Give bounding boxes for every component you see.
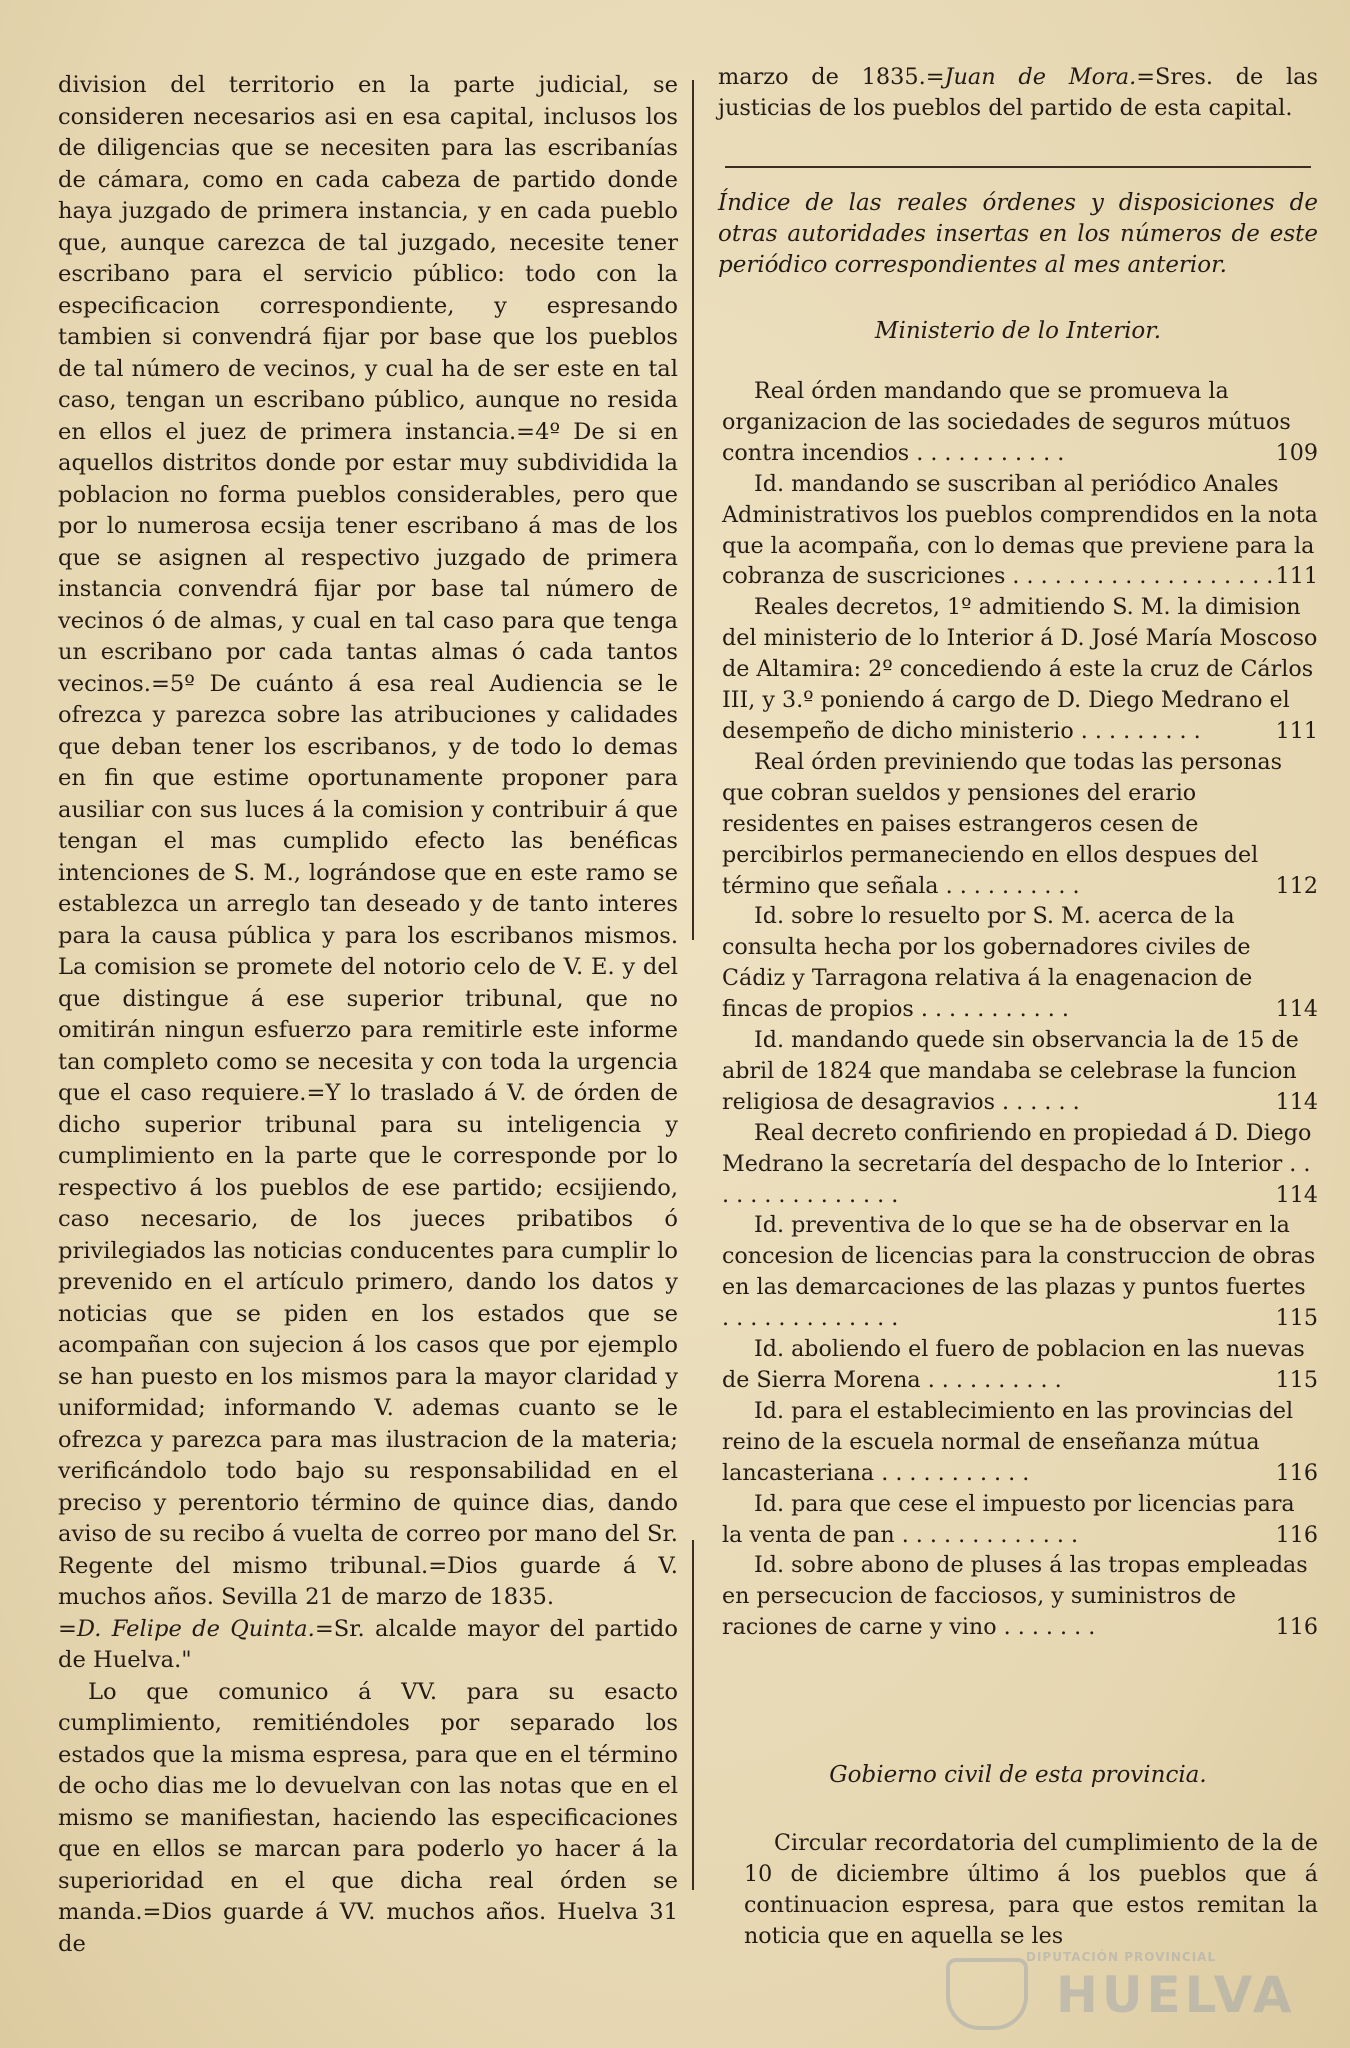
index-entry: Id. para el establecimiento en las provincias del reino de la escuela normal de enseñanza mútua lancasteriana . . . . . . . . . . . 116 — [722, 1396, 1318, 1489]
stamp-line-1: DIPUTACIÓN PROVINCIAL — [1026, 1950, 1217, 1964]
left-column — [58, 70, 678, 1960]
index-entry: Reales decretos, 1º admitiendo S. M. la dimision del ministerio de lo Interior á D. José María Moscoso de Altamira: 2º concediendo á este la cruz de Cárlos III, y 3.º poniendo á cargo de D. Diego Medrano el desempeño de dicho ministerio . . . . . . . . . 111 — [722, 592, 1318, 747]
continuation-signoff: =Juan de Mora. — [925, 64, 1137, 90]
section-heading-interior: Ministerio de lo Interior. — [874, 318, 1162, 344]
signoff-recipient: =Sr. alcalde mayor del partido de Huelva." — [58, 1615, 678, 1673]
page-ref: 109 — [1275, 439, 1318, 466]
index-entry: Real decreto confiriendo en propiedad á D. Diego Medrano la secretaría del despacho de lo Interior . . . . . . . . . . . . . . . 114 — [722, 1118, 1318, 1211]
signoff-name: =D. Felipe de Quinta. — [58, 1615, 315, 1642]
column-rule-bottom — [692, 1540, 694, 1890]
page-ref: 115 — [1275, 1367, 1318, 1393]
index-entries — [722, 376, 1318, 1643]
index-entry: Real órden previniendo que todas las personas que cobran sueldos y pensiones del erario residentes en paises estrangeros cesen de percibirlos permaneciendo en ellos despues del término que señala . . . . . . . . . . 112 — [722, 747, 1318, 902]
index-entry: Id. mandando se suscriban al periódico Anales Administrativos los pueblos comprendidos en la nota que la acompaña, con lo demas que previene para la cobranza de suscriciones . . . . . . . . . . . . . . . . . . . 111 — [722, 469, 1318, 593]
page-ref: 114 — [1275, 1181, 1318, 1208]
right-column-continuation — [718, 62, 1318, 124]
section-divider — [725, 166, 1311, 168]
page-ref: 114 — [1275, 1088, 1318, 1115]
index-entry: Id. para que cese el impuesto por licencias para la venta de pan . . . . . . . . . . . . . 116 — [722, 1489, 1318, 1551]
index-entry: Real órden mandando que se promueva la organizacion de las sociedades de seguros mútuos contra incendios . . . . . . . . . . . 109 — [722, 376, 1318, 469]
index-title: Índice de las reales órdenes y disposiciones de otras autoridades insertas en los números de este periódico correspondientes al mes anterior. — [718, 190, 1318, 278]
final-entry: Circular recordatoria del cumplimiento de la de 10 de diciembre último á los pueblos que á continuacion espresa, para que estos remitan la noticia que en aquella se les — [744, 1830, 1318, 1949]
page-ref: 116 — [1275, 1459, 1318, 1486]
index-entry: Id. mandando quede sin observancia la de 15 de abril de 1824 que mandaba se celebrase la funcion religiosa de desagravios . . . . . . 114 — [722, 1025, 1318, 1118]
index-entry: Id. aboliendo el fuero de poblacion en las nuevas de Sierra Morena . . . . . . . . . . 115 — [722, 1334, 1318, 1396]
column-rule-top — [692, 80, 694, 940]
index-entry: Id. sobre abono de pluses á las tropas empleadas en persecucion de facciosos, y suministros de raciones de carne y vino . . . . . . . 116 — [722, 1550, 1318, 1643]
page-ref: 114 — [1275, 996, 1318, 1023]
index-entry: Id. sobre lo resuelto por S. M. acerca de la consulta hecha por los gobernadores civiles de Cádiz y Tarragona relativa á la enagenacion de fincas de propios . . . . . . . . . . . 114 — [722, 901, 1318, 1025]
page-ref: 116 — [1275, 1521, 1318, 1548]
continuation-text — [718, 62, 1318, 124]
continuation-recipient: =Sres. de las justicias de los pueblos del partido de esta capital. — [718, 64, 1318, 121]
page-ref: 111 — [1275, 563, 1318, 590]
page-ref: 112 — [1275, 872, 1318, 899]
closing-paragraph: Lo que comunico á VV. para su esacto cumplimiento, remitiéndoles por separado los estados que la misma espresa, para que en el término de ocho dias me lo devuelvan con las notas que en el mismo se manifiestan, haciendo las especificaciones que en ellos se marcan para poderlo yo hacer á la superioridad en el que dicha real órden se manda.=Dios guarde á VV. muchos años. Huelva 31 de — [58, 1678, 678, 1957]
page-ref: 115 — [1275, 1305, 1318, 1332]
index-entry: Id. preventiva de lo que se ha de observar en la concesion de licencias para la construccion de obras en las demarcaciones de las plazas y puntos fuertes . . . . . . . . . . . . . 115 — [722, 1210, 1318, 1334]
page-ref: 111 — [1275, 717, 1318, 744]
continuation-date: marzo de 1835. — [718, 64, 926, 90]
library-stamp — [946, 1950, 1296, 2030]
stamp-line-2: HUELVA — [1056, 1966, 1296, 2024]
shield-icon — [946, 1958, 1028, 2030]
left-signoff — [58, 1614, 678, 1677]
left-body-text: division del territorio en la parte judicial, se consideren necesarios asi en esa capital, inclusos los de diligencias que se necesiten para las escribanías de cámara, como en cada cabeza de partido donde haya juzgado de primera instancia, y en cada pueblo que, aunque carezca de tal juzgado, necesite tener escribano para el servicio público: todo con la especificacion correspondiente, y espresando tambien si convendrá fijar por base que los pueblos de tal número de vecinos, y cual ha de ser este en tal caso, tengan un escribano público, aunque no resida en ellos el juez de primera instancia.=4º De si en aquellos distritos donde por estar muy subdividida la poblacion no forma pueblos considerables, pero que por lo numerosa ecsija tener escribano á mas de los que se asignen al respectivo juzgado de primera instancia convendrá fijar por base tal número de vecinos ó de almas, y cual en tal caso para que tenga un escribano por cada tantas almas ó cada tantos vecinos.=5º De cuánto á esa real Audiencia se le ofrezca y parezca sobre las atribuciones y calidades que deban tener los escribanos, y de todo lo demas en fin que estime oportunamente proponer para ausiliar con sus luces á la comision y contribuir á que tengan el mas cumplido efecto las benéficas intenciones de S. M., lográndose que en este ramo se establezca un arreglo tan deseado y de tanto interes para la causa pública y para los escribanos mismos. La comision se promete del notorio celo de V. E. y del que distingue á ese superior tribunal, que no omitirán ningun esfuerzo para remitirle este informe tan completo como se necesita y con toda la urgencia que el caso requiere.=Y lo traslado á V. de órden de dicho superior tribunal para su inteligencia y cumplimiento en la parte que le corresponde por lo respectivo á los pueblos de ese partido; ecsijiendo, caso necesario, de los jueces pribatibos ó privilegiados las noticias conducentes para cumplir lo prevenido en el artículo primero, dando los datos y noticias que se piden en los estados que se acompañan con sujecion á los casos que por ejemplo se han puesto en los mismos para la mayor claridad y uniformidad; informando V. ademas cuanto se le ofrezca y parezca para mas ilustracion de la materia; verificándolo todo bajo su responsabilidad en el preciso y perentorio término de quince dias, dando aviso de su recibo á vuelta de correo por mano del Sr. Regente del mismo tribunal.=Dios guarde á V. muchos años. Sevilla 21 de marzo de 1835. — [58, 72, 678, 1610]
page-ref: 116 — [1275, 1614, 1318, 1641]
section-heading-gobierno: Gobierno civil de esta provincia. — [829, 1762, 1207, 1788]
